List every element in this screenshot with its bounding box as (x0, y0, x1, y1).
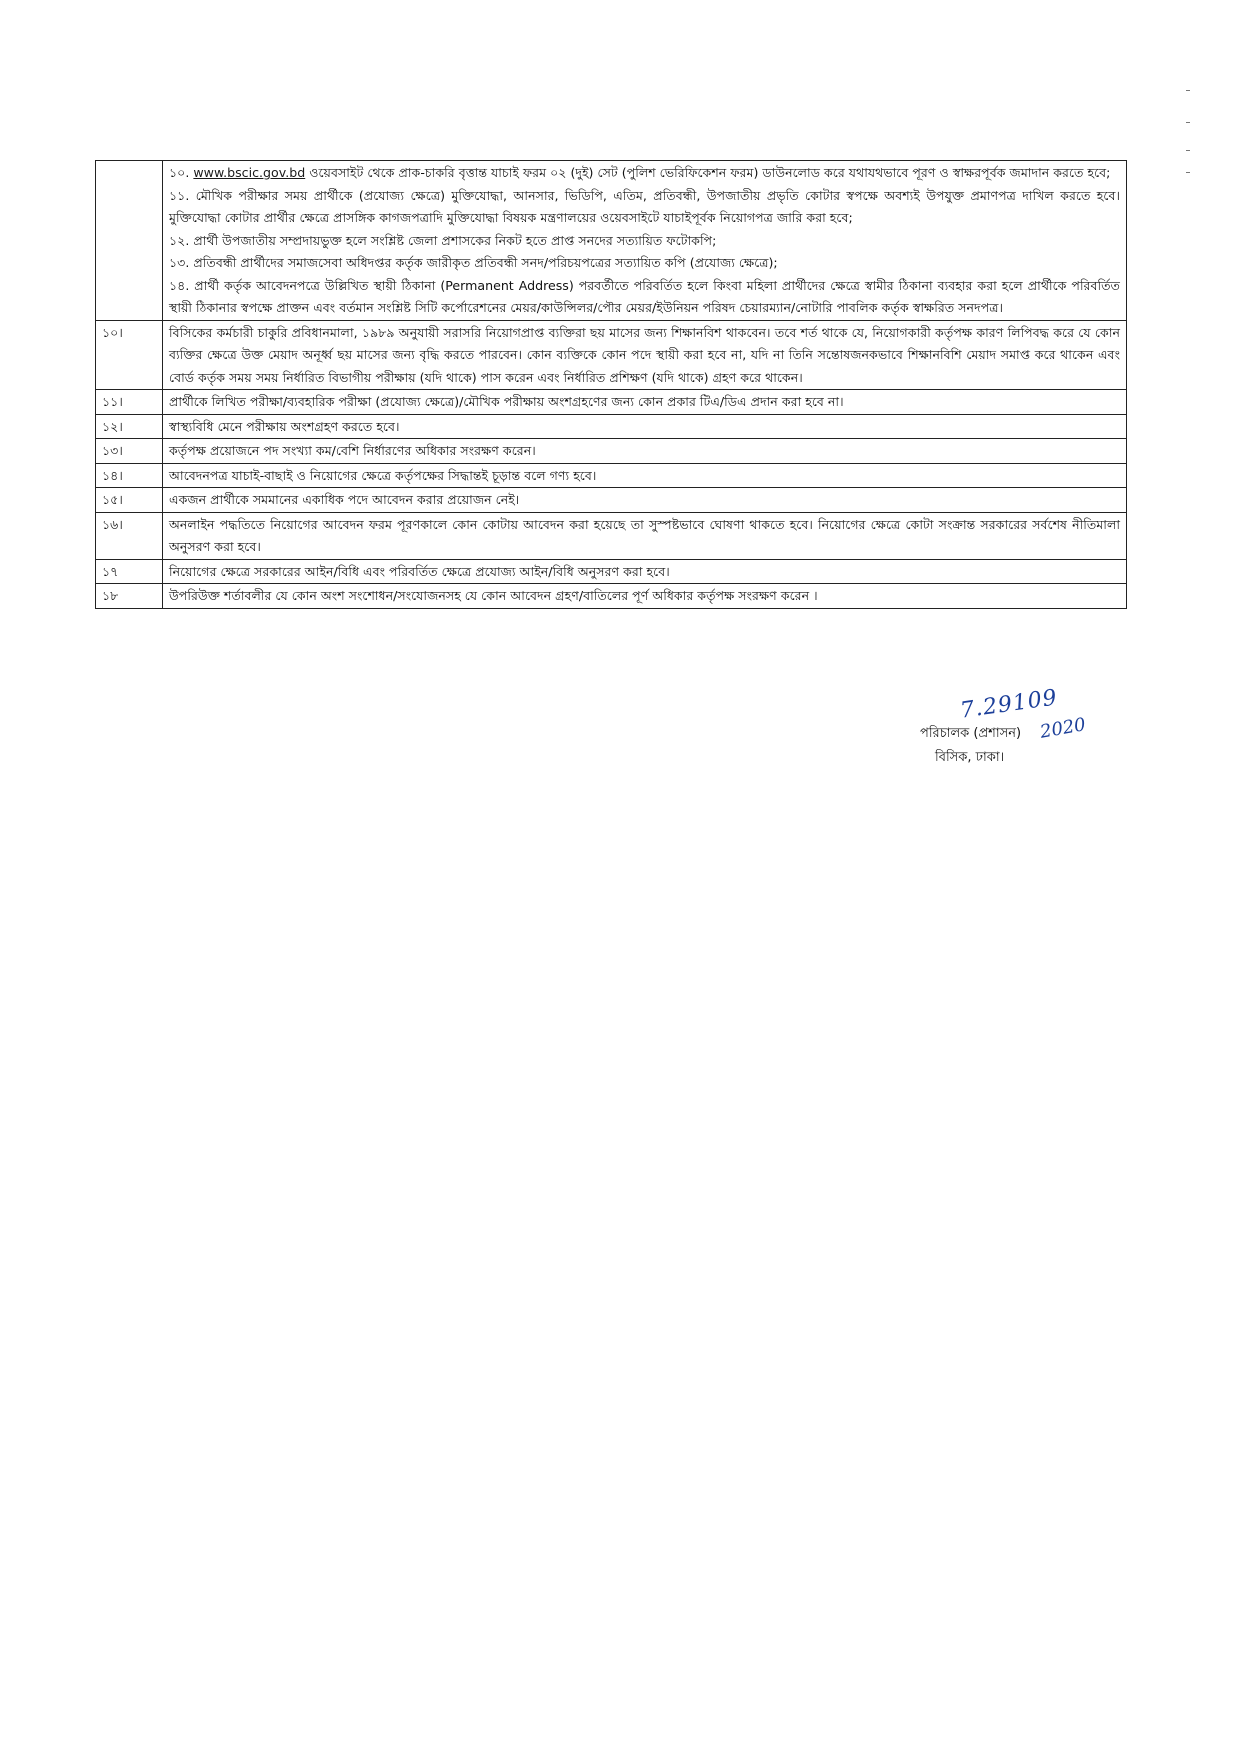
row-text: কর্তৃপক্ষ প্রয়োজনে পদ সংখ্যা কম/বেশি নির্ধারণের অধিকার সংরক্ষণ করেন। (163, 439, 1127, 464)
row-number: ১২। (96, 414, 163, 439)
list-item: ১১. মৌখিক পরীক্ষার সময় প্রার্থীকে (প্রযোজ্য ক্ষেত্রে) মুক্তিযোদ্ধা, আনসার, ভিডিপি, এতিম, প্রতিবন্ধী, উপজাতীয় প্রভৃতি কোটার স্বপক্ষে অবশ্যই উপযুক্ত প্রমাণপত্র দাখিল করতে হবে। মুক্তিযোদ্ধা কোটার প্রার্থীর ক্ষেত্রে প্রাসঙ্গিক কাগজপত্রাদি মুক্তিযোদ্ধা বিষয়ক মন্ত্রণালয়ের ওয়েবসাইটে যাচাইপূর্বক নিয়োগপত্র জারি করা হবে; (169, 187, 1120, 225)
table-row (96, 512, 1127, 559)
row-number: ১৫। (96, 488, 163, 513)
row-number: ১৭ (96, 559, 163, 584)
list-item: ১২. প্রার্থী উপজাতীয় সম্প্রদায়ভুক্ত হলে সংশ্লিষ্ট জেলা প্রশাসকের নিকট হতে প্রাপ্ত সনদের সত্যায়িত ফটোকপি; (169, 232, 717, 248)
handwritten-signature-year: 2020 (1038, 714, 1088, 743)
row-number: ১৬। (96, 512, 163, 559)
table-row (96, 584, 1127, 609)
row-text: উপরিউক্ত শর্তাবলীর যে কোন অংশ সংশোধন/সংযোজনসহ যে কোন আবেদন গ্রহণ/বাতিলের পূর্ণ অধিকার কর্তৃপক্ষ সংরক্ষণ করেন । (163, 584, 1127, 609)
row-text: প্রার্থীকে লিখিত পরীক্ষা/ব্যবহারিক পরীক্ষা (প্রযোজ্য ক্ষেত্রে)/মৌখিক পরীক্ষায় অংশগ্রহণের জন্য কোন প্রকার টিএ/ডিএ প্রদান করা হবে না। (163, 390, 1127, 415)
table-row (96, 488, 1127, 513)
table-row (96, 463, 1127, 488)
signatory-title: পরিচালক (প্রশাসন) (920, 726, 1022, 741)
row-number: ১৪। (96, 463, 163, 488)
table-row (96, 320, 1127, 390)
list-item: ১৪. প্রার্থী কর্তৃক আবেদনপত্রে উল্লিখিত স্থায়ী ঠিকানা (Permanent Address) পরবর্তীতে পরিবর্তিত হলে কিংবা মহিলা প্রার্থীদের ক্ষেত্রে স্বামীর ঠিকানা ব্যবহার করা হলে প্রার্থীকে পরিবর্তিত স্থায়ী ঠিকানার স্বপক্ষে প্রাক্তন এবং বর্তমান সংশ্লিষ্ট সিটি কর্পোরেশনের মেয়র/কাউন্সিলর/পৌর মেয়র/ইউনিয়ন পরিষদ চেয়ারম্যান/নোটারি পাবলিক কর্তৃক স্বাক্ষরিত সনদপত্র। (169, 277, 1120, 315)
signatory-office: বিসিক, ঢাকা। (935, 750, 1005, 765)
table-row (96, 390, 1127, 415)
scan-margin-marks (1178, 70, 1198, 190)
row-number: ১০। (96, 320, 163, 390)
item-number: ১০. (169, 165, 194, 180)
table-row (96, 161, 1127, 321)
row-number: ১৩। (96, 439, 163, 464)
list-item-text: ওয়েবসাইট থেকে প্রাক-চাকরি বৃত্তান্ত যাচাই ফরম ০২ (দুই) সেট (পুলিশ ভেরিফিকেশন ফরম) ডাউনলোড করে যথাযথভাবে পূরণ ও স্বাক্ষরপূর্বক জমাদান করতে হবে; (305, 165, 1111, 180)
row-number-empty (96, 161, 163, 321)
row-text: বিসিকের কর্মচারী চাকুরি প্রবিধানমালা, ১৯৮৯ অনুযায়ী সরাসরি নিয়োগপ্রাপ্ত ব্যক্তিরা ছয় মাসের জন্য শিক্ষানবিশ থাকবেন। তবে শর্ত থাকে যে, নিয়োগকারী কর্তৃপক্ষ কারণ লিপিবদ্ধ করে যে কোন ব্যক্তির ক্ষেত্রে উক্ত মেয়াদ অনূর্ধ্ব ছয় মাসের জন্য বৃদ্ধি করতে পারবেন। কোন ব্যক্তিকে কোন পদে স্থায়ী করা হবে না, যদি না তিনি সন্তোষজনকভাবে শিক্ষানবিশি মেয়াদ সমাপ্ত করে থাকেন এবং বোর্ড কর্তৃক সময় সময় নির্ধারিত বিভাগীয় পরীক্ষায় (যদি থাকে) পাস করেন এবং নির্ধারিত প্রশিক্ষণ (যদি থাকে) গ্রহণ করে থাকেন। (163, 320, 1127, 390)
row-text: অনলাইন পদ্ধতিতে নিয়োগের আবেদন ফরম পূরণকালে কোন কোটায় আবেদন করা হয়েছে তা সুস্পষ্টভাবে ঘোষণা থাকতে হবে। নিয়োগের ক্ষেত্রে কোটা সংক্রান্ত সরকারের সর্বশেষ নীতিমালা অনুসরণ করা হবে। (163, 512, 1127, 559)
bscic-website-link[interactable]: www.bscic.gov.bd (193, 165, 306, 180)
list-item: ১৩. প্রতিবন্ধী প্রার্থীদের সমাজসেবা অধিদপ্তর কর্তৃক জারীকৃত প্রতিবন্ধী সনদ/পরিচয়পত্রের সত্যায়িত কপি (প্রযোজ্য ক্ষেত্রে); (169, 255, 778, 270)
signature-block (890, 685, 1130, 770)
list-item (169, 162, 1120, 185)
row-text: নিয়োগের ক্ষেত্রে সরকারের আইন/বিধি এবং পরিবর্তিত ক্ষেত্রে প্রযোজ্য আইন/বিধি অনুসরণ করা হবে। (163, 559, 1127, 584)
handwritten-signature-date: 7.29109 (958, 685, 1060, 724)
row-text: একজন প্রার্থীকে সমমানের একাধিক পদে আবেদন করার প্রয়োজন নেই। (163, 488, 1127, 513)
table-row (96, 439, 1127, 464)
conditions-table (95, 160, 1127, 609)
row-number: ১৮ (96, 584, 163, 609)
row-text: আবেদনপত্র যাচাই-বাছাই ও নিয়োগের ক্ষেত্রে কর্তৃপক্ষের সিদ্ধান্তই চূড়ান্ত বলে গণ্য হবে। (163, 463, 1127, 488)
table-row (96, 559, 1127, 584)
row-number: ১১। (96, 390, 163, 415)
row-text: স্বাস্থ্যবিধি মেনে পরীক্ষায় অংশগ্রহণ করতে হবে। (163, 414, 1127, 439)
documents-list-cell (163, 161, 1127, 321)
table-row (96, 414, 1127, 439)
